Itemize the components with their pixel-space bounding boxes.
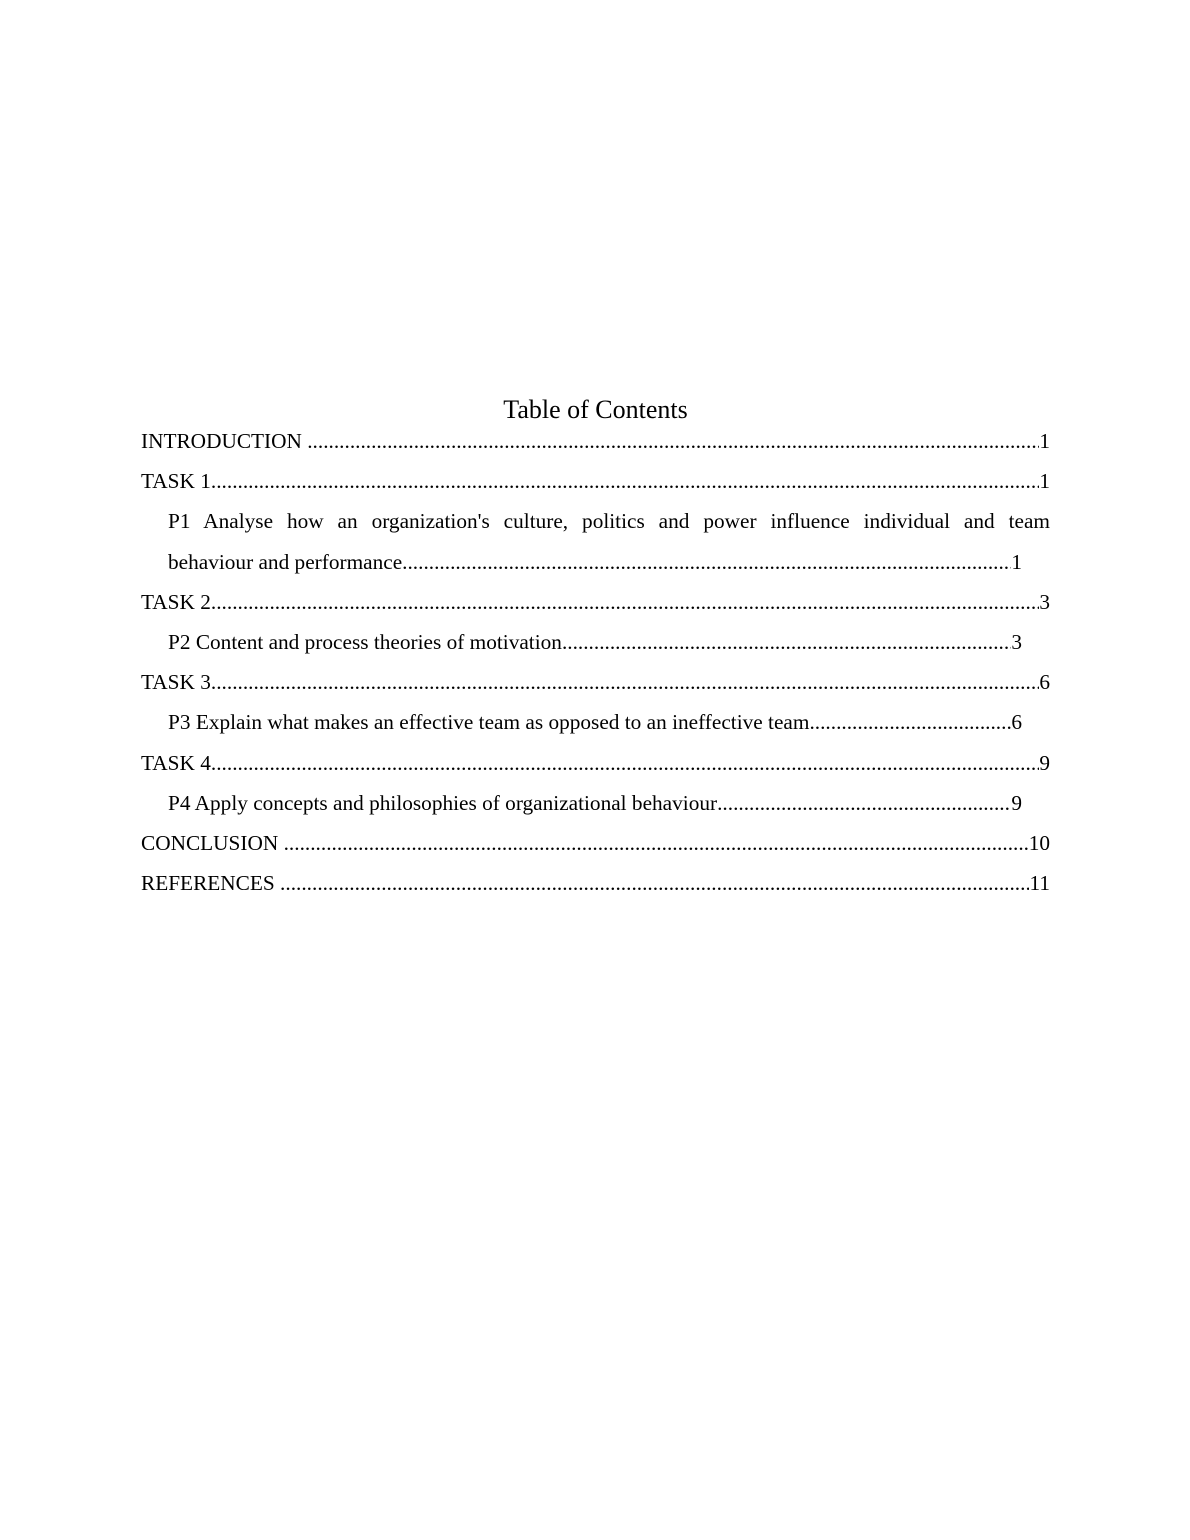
toc-entry-page: 3 [1011, 629, 1022, 654]
toc-entry-page: 6 [1011, 710, 1022, 735]
toc-entry-label: CONCLUSION [141, 830, 284, 855]
toc-entry-task-1[interactable] [141, 461, 1050, 501]
toc-title: Table of Contents [503, 395, 688, 424]
toc-entry-label: INTRODUCTION [141, 429, 308, 453]
toc-entry-label: P2 Content and process theories of motivation [168, 629, 562, 654]
toc-entry-page: 9 [1039, 750, 1050, 775]
toc-entry-label: TASK 4 [141, 750, 211, 775]
toc-entry-label: P4 Apply concepts and philosophies of organizational behaviour [168, 790, 718, 815]
toc-entry-page: 1 [1039, 429, 1050, 453]
toc-entry-label-line2: behaviour and performance [168, 549, 403, 574]
toc-entry-page: 1 [1039, 469, 1050, 494]
toc-entry-p2[interactable] [141, 622, 1050, 662]
dot-leader [211, 582, 1039, 622]
dot-leader [211, 662, 1039, 702]
dot-leader [402, 542, 1011, 582]
dot-leader [562, 622, 1011, 662]
toc-entry-page: 6 [1039, 670, 1050, 695]
dot-leader [307, 421, 1039, 461]
dot-leader [809, 702, 1011, 742]
toc-entry-conclusion[interactable] [141, 823, 1050, 863]
toc-entry-label: P1 Analyse how an organization's culture, politics and power influence individual and team [168, 509, 1050, 534]
toc-entry-label: P3 Explain what makes an effective team as opposed to an ineffective team [168, 710, 810, 735]
toc-entry-page: 10 [1028, 830, 1050, 855]
toc-entry-label: TASK 1 [141, 469, 211, 494]
toc-entry-label: TASK 3 [141, 670, 211, 695]
toc-entry-page: 1 [1011, 549, 1022, 574]
dot-leader [280, 863, 1029, 903]
dot-leader [717, 783, 1011, 823]
dot-leader [284, 823, 1029, 863]
toc-entry-introduction[interactable] [141, 421, 1050, 461]
toc-entry-task-4[interactable] [141, 743, 1050, 783]
toc-entry-task-3[interactable] [141, 662, 1050, 702]
toc-entry-label: TASK 2 [141, 589, 211, 614]
toc-list [141, 421, 1050, 903]
toc-entry-p4[interactable] [141, 783, 1050, 823]
table-of-contents [141, 393, 1050, 903]
toc-entry-page: 11 [1029, 871, 1050, 896]
toc-entry-p3[interactable] [141, 702, 1050, 742]
toc-entry-task-2[interactable] [141, 582, 1050, 622]
dot-leader [211, 743, 1039, 783]
toc-entry-page: 9 [1011, 790, 1022, 815]
toc-entry-label: REFERENCES [141, 871, 281, 896]
toc-entry-label-continued [168, 542, 1050, 582]
dot-leader [211, 461, 1039, 501]
toc-entry-page: 3 [1039, 589, 1050, 614]
toc-entry-references[interactable] [141, 863, 1050, 903]
toc-entry-p1[interactable] [141, 501, 1050, 581]
